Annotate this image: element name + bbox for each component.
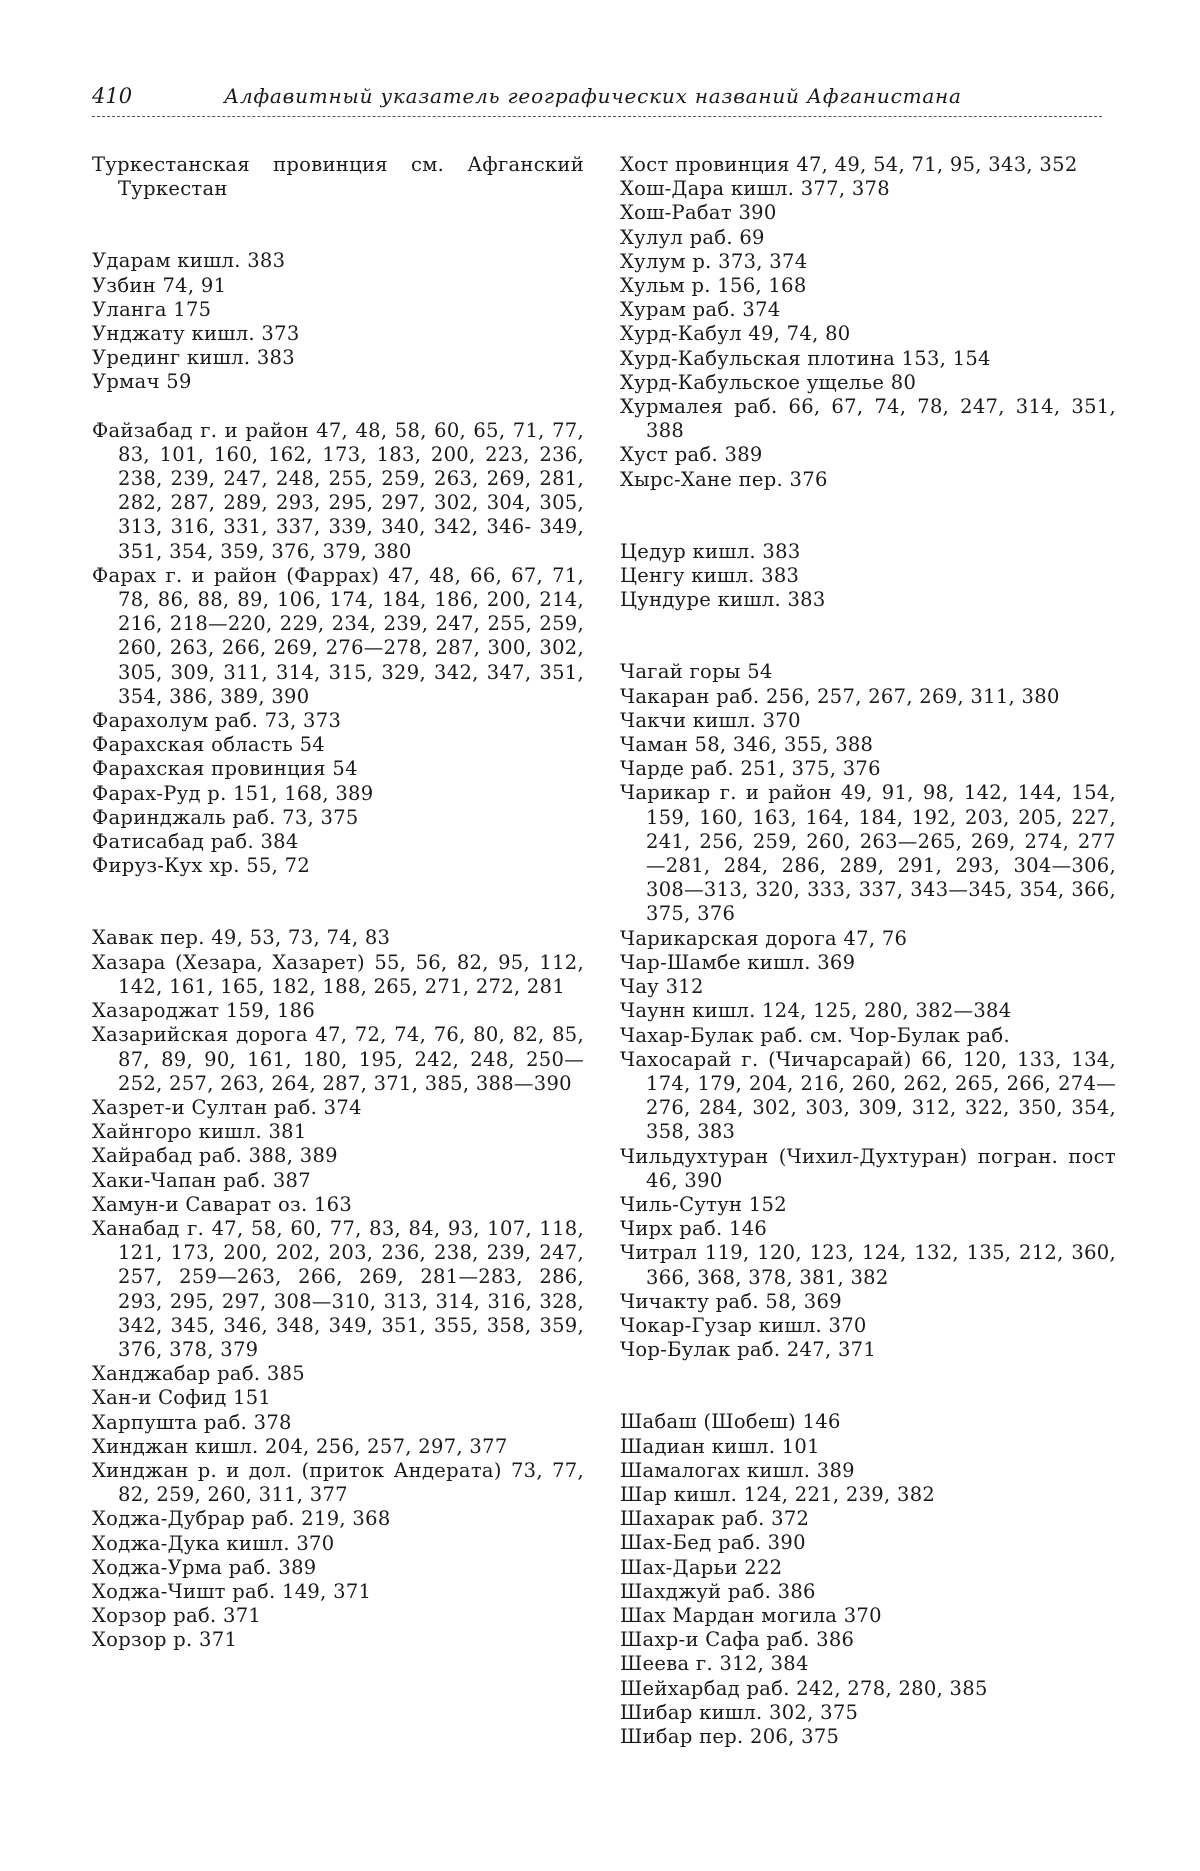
index-entry: Шах Мардан могила 370 [620,1604,1116,1628]
index-entry: Чор-Булак раб. 247, 371 [620,1338,1116,1362]
index-group [620,540,1116,613]
index-entry: Хулул раб. 69 [620,226,1116,250]
index-entry: Шибар кишл. 302, 375 [620,1701,1116,1725]
right-column [620,153,1116,1749]
index-entry: Уланга 175 [92,298,584,322]
index-entry: Шейхарбад раб. 242, 278, 280, 385 [620,1677,1116,1701]
index-entry: Чаунн кишл. 124, 125, 280, 382—384 [620,999,1116,1023]
index-entry: Фируз-Кух хр. 55, 72 [92,854,584,878]
index-entry: Цундуре кишл. 383 [620,588,1116,612]
index-entry: Хуст раб. 389 [620,443,1116,467]
index-entry: Харпушта раб. 378 [92,1411,584,1435]
index-entry: Фарахская провинция 54 [92,757,584,781]
index-entry: Хазара (Хезара, Хазарет) 55, 56, 82, 95, 112, 142, 161, 165, 182, 188, 265, 271, 272, 281 [92,951,584,999]
index-entry: Шар кишл. 124, 221, 239, 382 [620,1483,1116,1507]
index-entry: Чакаран раб. 256, 257, 267, 269, 311, 380 [620,685,1116,709]
index-entry: Хулум р. 373, 374 [620,250,1116,274]
running-title: Алфавитный указатель географических названий Афганистана [224,84,962,108]
index-entry: Хурд-Кабульское ущелье 80 [620,371,1116,395]
index-entry: Хинджан р. и дол. (приток Андерата) 73, 77, 82, 259, 260, 311, 377 [92,1459,584,1507]
index-entry: Хинджан кишл. 204, 256, 257, 297, 377 [92,1435,584,1459]
index-entry: Чичакту раб. 58, 369 [620,1290,1116,1314]
index-entry: Чахар-Булак раб. см. Чор-Булак раб. [620,1024,1116,1048]
index-entry: Ханджабар раб. 385 [92,1362,584,1386]
index-entry: Чирх раб. 146 [620,1217,1116,1241]
index-entry: Хульм р. 156, 168 [620,274,1116,298]
page-number: 410 [92,84,132,108]
index-group [92,926,584,1652]
index-entry: Фатисабад раб. 384 [92,830,584,854]
index-entry: Ходжа-Дука кишл. 370 [92,1532,584,1556]
index-entry: Чильдухтуран (Чихил-Духтуран) погран. пост 46, 390 [620,1145,1116,1193]
index-entry: Хайрабад раб. 388, 389 [92,1144,584,1168]
index-entry: Хост провинция 47, 49, 54, 71, 95, 343, 352 [620,153,1116,177]
index-entry: Чарикарская дорога 47, 76 [620,927,1116,951]
index-entry: Шибар пер. 206, 375 [620,1725,1116,1749]
index-entry: Чакчи кишл. 370 [620,709,1116,733]
index-entry: Ходжа-Урма раб. 389 [92,1556,584,1580]
index-entry: Ходжа-Чишт раб. 149, 371 [92,1580,584,1604]
index-entry: Файзабад г. и район 47, 48, 58, 60, 65, 71, 77, 83, 101, 160, 162, 173, 183, 200, 223, 236, 238, 239, 247, 248, 255, 259, 263, 269, 281, 282, 287, 289, 293, 295, 297, 302, 304, 305, 313, 316, 331, 337, 339, 340, 342, 346- 349, 351, 354, 359, 376, 379, 380 [92,419,584,564]
index-entry: Хош-Дара кишл. 377, 378 [620,177,1116,201]
index-entry: Чахосарай г. (Чичарсарай) 66, 120, 133, 134, 174, 179, 204, 216, 260, 262, 265, 266, 274—276, 284, 302, 303, 309, 312, 322, 350, 354, 358, 383 [620,1048,1116,1145]
index-entry: Ударам кишл. 383 [92,249,584,273]
index-entry: Хурд-Кабул 49, 74, 80 [620,322,1116,346]
index-entry: Шадиан кишл. 101 [620,1435,1116,1459]
index-entry: Хурам раб. 374 [620,298,1116,322]
index-entry: Шахр-и Сафа раб. 386 [620,1628,1116,1652]
index-entry: Чаман 58, 346, 355, 388 [620,733,1116,757]
index-entry: Хырс-Хане пер. 376 [620,468,1116,492]
index-entry: Хорзор р. 371 [92,1628,584,1652]
index-entry: Шахарак раб. 372 [620,1507,1116,1531]
index-entry: Чиль-Сутун 152 [620,1193,1116,1217]
index-entry: Урединг кишл. 383 [92,346,584,370]
index-entry: Шамалогах кишл. 389 [620,1459,1116,1483]
left-column [92,153,584,1653]
index-entry: Чагай горы 54 [620,660,1116,684]
index-entry: Хорзор раб. 371 [92,1604,584,1628]
index-entry: Фаринджаль раб. 73, 375 [92,806,584,830]
index-entry: Цедур кишл. 383 [620,540,1116,564]
index-entry: Шах-Дарьи 222 [620,1556,1116,1580]
index-entry: Фарахолум раб. 73, 373 [92,709,584,733]
index-entry: Хурд-Кабульская плотина 153, 154 [620,347,1116,371]
index-entry: Хурмалея раб. 66, 67, 74, 78, 247, 314, 351, 388 [620,395,1116,443]
index-group [620,153,1116,492]
index-group [620,660,1116,1362]
index-entry: Унджату кишл. 373 [92,322,584,346]
index-entry: Чау 312 [620,975,1116,999]
index-entry: Ханабад г. 47, 58, 60, 77, 83, 84, 93, 107, 118, 121, 173, 200, 202, 203, 236, 238, 239, 247, 257, 259—263, 266, 269, 281—283, 286, 293, 295, 297, 308—310, 313, 314, 316, 328, 342, 345, 346, 348, 349, 351, 355, 358, 359, 376, 378, 379 [92,1217,584,1362]
index-entry: Шах-Бед раб. 390 [620,1531,1116,1555]
index-entry: Фарах г. и район (Фаррах) 47, 48, 66, 67, 71, 78, 86, 88, 89, 106, 174, 184, 186, 200, 214, 216, 218—220, 229, 234, 239, 247, 255, 259, 260, 263, 266, 269, 276—278, 287, 300, 302, 305, 309, 311, 314, 315, 329, 342, 347, 351, 354, 386, 389, 390 [92,564,584,709]
running-header [92,84,1102,117]
index-entry: Шеева г. 312, 384 [620,1652,1116,1676]
index-group [92,249,584,394]
index-entry: Урмач 59 [92,370,584,394]
index-entry: Хазарийская дорога 47, 72, 74, 76, 80, 82, 85, 87, 89, 90, 161, 180, 195, 242, 248, 250—252, 257, 263, 264, 287, 371, 385, 388—390 [92,1023,584,1096]
index-entry: Чар-Шамбе кишл. 369 [620,951,1116,975]
index-entry: Хавак пер. 49, 53, 73, 74, 83 [92,926,584,950]
index-entry: Ходжа-Дубрар раб. 219, 368 [92,1507,584,1531]
index-entry: Хан-и Софид 151 [92,1386,584,1410]
index-entry: Шахджуй раб. 386 [620,1580,1116,1604]
index-entry: Хаки-Чапан раб. 387 [92,1169,584,1193]
index-entry: Хамун-и Саварат оз. 163 [92,1193,584,1217]
index-entry: Хош-Рабат 390 [620,201,1116,225]
index-entry: Ценгу кишл. 383 [620,564,1116,588]
index-entry: Читрал 119, 120, 123, 124, 132, 135, 212, 360, 366, 368, 378, 381, 382 [620,1241,1116,1289]
index-entry: Фарахская область 54 [92,733,584,757]
index-entry: Хазароджат 159, 186 [92,999,584,1023]
index-entry: Узбин 74, 91 [92,274,584,298]
index-entry: Туркестанская провинция см. Афганский Туркестан [92,153,584,201]
index-entry: Хазрет-и Султан раб. 374 [92,1096,584,1120]
index-group [620,1410,1116,1749]
index-entry: Шабаш (Шобеш) 146 [620,1410,1116,1434]
index-entry: Фарах-Руд р. 151, 168, 389 [92,782,584,806]
index-group [92,153,584,201]
index-entry: Чокар-Гузар кишл. 370 [620,1314,1116,1338]
index-group [92,419,584,879]
index-entry: Хайнгоро кишл. 381 [92,1120,584,1144]
index-entry: Чарикар г. и район 49, 91, 98, 142, 144, 154, 159, 160, 163, 164, 184, 192, 203, 205, 227, 241, 256, 259, 260, 263—265, 269, 274, 277—281, 284, 286, 289, 291, 293, 304—306, 308—313, 320, 333, 337, 343—345, 354, 366, 375, 376 [620,781,1116,926]
index-entry: Чарде раб. 251, 375, 376 [620,757,1116,781]
